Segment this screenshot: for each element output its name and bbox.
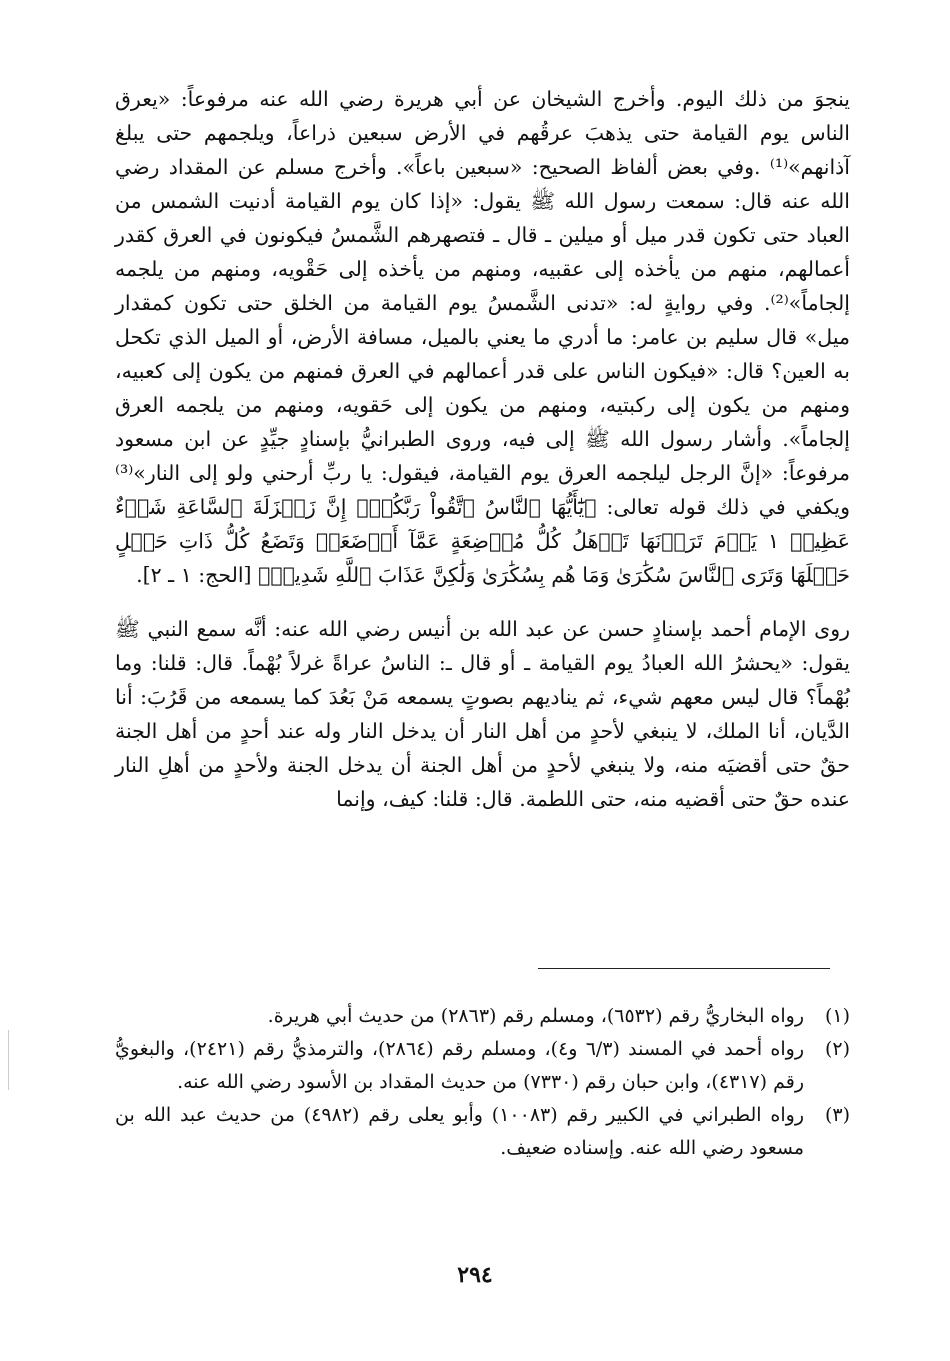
paragraph: ينجوَ من ذلك اليوم. وأخرج الشيخان عن أبي هريرة رضي الله عنه مرفوعاً: «يعرق الناس يوم القيامة حتى يذهبَ عرقُهم في الأرض سبعين ذراعاً، ويلجمهم حتى يبلغ آذانهم»⁽¹⁾ .وفي بعض ألفاظ الصحيح: «سبعين باعاً». وأخرج مسلم عن المقداد رضي الله عنه قال: سمعت رسول الله ﷺ يقول: «إذا كان يوم القيامة أدنيت الشمس من العباد حتى تكون قدر ميل أو ميلين ـ قال ـ فتصهرهم الشَّمسُ فيكونون في العرق كقدر أعمالهم، منهم من يأخذه إلى عقبيه، ومنهم من يأخذه إلى حَقْويه، ومنهم من يلجمه إلجاماً»⁽²⁾. وفي روايةٍ له: «تدنى الشَّمسُ يوم القيامة من الخلق حتى تكون كمقدار ميل» قال سليم بن عامر: ما أدري ما يعني بالميل، مسافة الأرض، أو الميل الذي تكحل به العين؟ قال: «فيكون الناس على قدر أعمالهم في العرق فمنهم من يكون إلى كعبيه، ومنهم من يكون إلى ركبتيه، ومنهم من يكون إلى حَقويه، ومنهم من يلجمه العرق إلجاماً». وأشار رسول الله ﷺ إلى فيه، وروى الطبرانيُّ بإسنادٍ جيِّدٍ عن ابن مسعود مرفوعاً: «إنَّ الرجل ليلجمه العرق يوم القيامة، فيقول: يا ربِّ أرحني ولو إلى النار»⁽³⁾ ويكفي في ذلك قوله تعالى: ﴿يَٰٓأَيُّهَا ٱلنَّاسُ ٱتَّقُواْ رَبَّكُمْۚ إِنَّ زَلۡزَلَةَ ٱلسَّاعَةِ شَيۡءٌ عَظِيمٞ ١ يَوۡمَ تَرَوۡنَهَا تَذۡهَلُ كُلُّ مُرۡضِعَةٍ عَمَّآ أَرۡضَعَتۡ وَتَضَعُ كُلُّ ذَاتِ حَمۡلٍ حَمۡلَهَا وَتَرَى ٱلنَّاسَ سُكَٰرَىٰ وَمَا هُم بِسُكَٰرَىٰ وَلَٰكِنَّ عَذَابَ ٱللَّهِ شَدِيدٞ﴾ [الحج: ١ ـ ٢]. — [115, 87, 850, 587]
footnote-number: (١) — [824, 1005, 850, 1027]
page-number: ٢٩٤ — [457, 1262, 493, 1288]
footnotes — [115, 1000, 850, 1165]
footnote-number: (٣) — [824, 1104, 850, 1126]
footnote — [115, 1033, 850, 1099]
footnote-separator — [538, 968, 830, 969]
footnote — [115, 1099, 850, 1165]
main-text — [115, 82, 850, 816]
footnote-text: رواه الطبراني في الكبير رقم (١٠٠٨٣) وأبو يعلى رقم (٤٩٨٢) من حديث عبد الله بن مسعود رضي الله عنه. وإسناده ضعيف. — [115, 1104, 804, 1159]
scan-margin-mark — [8, 1030, 9, 1090]
footnote — [115, 1000, 850, 1033]
footnote-number: (٢) — [824, 1038, 850, 1060]
footnote-text: رواه البخاريُّ رقم (٦٥٣٢)، ومسلم رقم (٢٨٦٣) من حديث أبي هريرة. — [267, 1005, 804, 1027]
paragraph: روى الإمام أحمد بإسنادٍ حسن عن عبد الله بن أنيس رضي الله عنه: أنَّه سمع النبي ﷺ يقول: «يحشرُ الله العبادُ يوم القيامة ـ أو قال ـ: الناسُ عراةً غرلاً بُهْماً. قال: قلنا: وما بُهْماً؟ قال ليس معهم شيء، ثم يناديهم بصوتٍ يسمعه مَنْ بَعُدَ كما يسمعه من قَرُبَ: أنا الدَّيان، أنا الملك، لا ينبغي لأحدٍ من أهل النار أن يدخل النار وله عند أحدٍ من أهل الجنة حقٌ حتى أقضيَه منه، ولا ينبغي لأحدٍ من أهل الجنة أن يدخل الجنة ولأحدٍ من أهلِ النار عنده حقٌ حتى أقضيه منه، حتى اللطمة. قال: قلنا: كيف، وإنما — [115, 617, 850, 811]
footnote-text: رواه أحمد في المسند (٦/٣ و٤)، ومسلم رقم (٢٨٦٤)، والترمذيُّ رقم (٢٤٢١)، والبغويُّ رقم (٤٣١٧)، وابن حبان رقم (٧٣٣٠) من حديث المقداد بن الأسود رضي الله عنه. — [115, 1038, 805, 1093]
